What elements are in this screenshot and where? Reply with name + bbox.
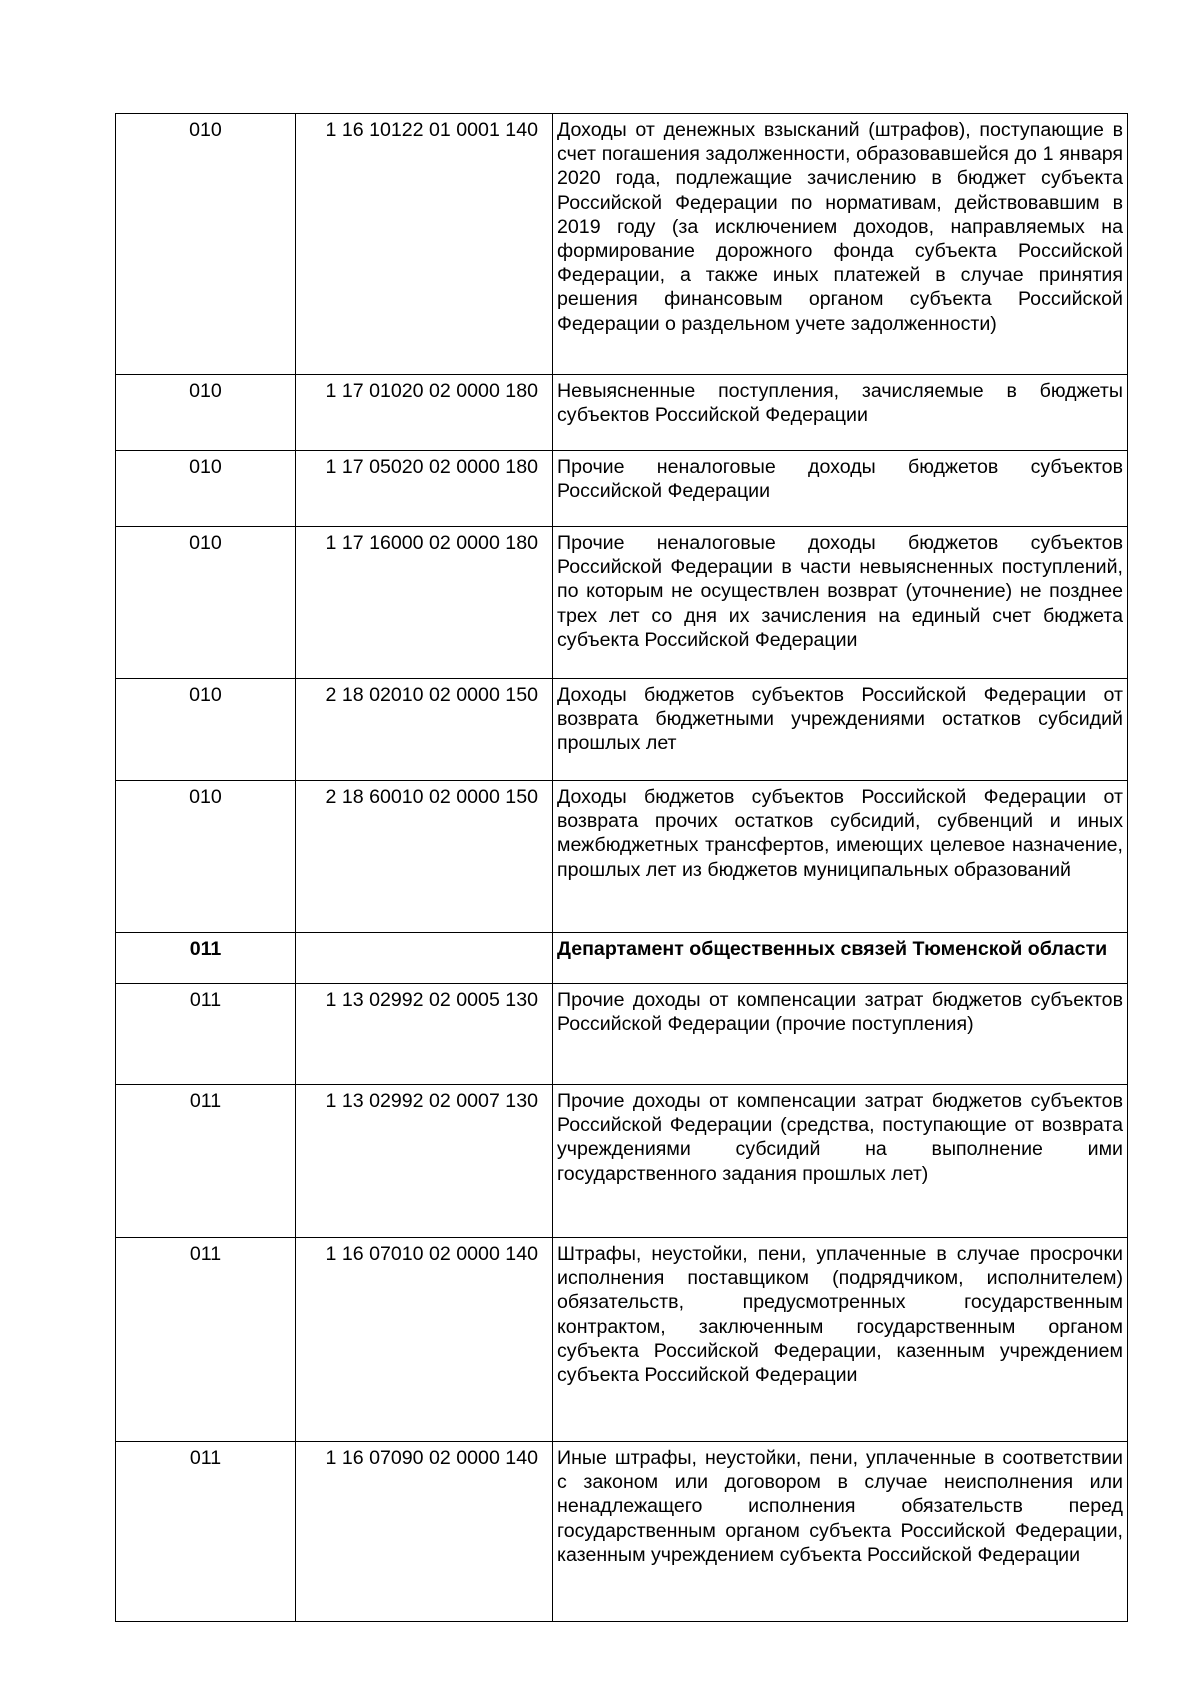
description-cell: Доходы от денежных взысканий (штрафов), поступающие в счет погашения задолженности, образовавшейся до 1 января 2020 года, подлежащие зачислению в бюджет субъекта Российской Федерации по нормативам, действовавшим в 2019 году (за исключением доходов, направляемых на формирование дорожного фонда субъекта Российской Федерации, а также иных платежей в случае принятия решения финансовым органом субъекта Российской Федерации о раздельном учете задолженности) xyxy=(553,114,1128,375)
admin-code-cell: 011 xyxy=(116,1442,296,1622)
description-cell: Штрафы, неустойки, пени, уплаченные в случае просрочки исполнения поставщиком (подрядчиком, исполнителем) обязательств, предусмотренных государственным контрактом, заключенным государственным органом субъекта Российской Федерации, казенным учреждением субъекта Российской Федерации xyxy=(553,1238,1128,1442)
budget-code-cell: 1 16 07010 02 0000 140 xyxy=(296,1238,553,1442)
description-cell: Невыясненные поступления, зачисляемые в бюджеты субъектов Российской Федерации xyxy=(553,375,1128,451)
admin-code-cell: 011 xyxy=(116,984,296,1085)
admin-code-cell: 010 xyxy=(116,527,296,679)
table-row xyxy=(116,375,1128,451)
admin-code-cell: 011 xyxy=(116,1085,296,1238)
table-row xyxy=(116,679,1128,781)
budget-code-cell xyxy=(296,933,553,984)
budget-code-cell: 1 17 16000 02 0000 180 xyxy=(296,527,553,679)
admin-code-cell: 011 xyxy=(116,933,296,984)
budget-code-cell: 1 17 01020 02 0000 180 xyxy=(296,375,553,451)
admin-code-cell: 010 xyxy=(116,114,296,375)
table-row xyxy=(116,527,1128,679)
admin-code-cell: 010 xyxy=(116,781,296,933)
department-name-cell: Департамент общественных связей Тюменской области xyxy=(553,933,1128,984)
admin-code-cell: 010 xyxy=(116,679,296,781)
description-cell: Доходы бюджетов субъектов Российской Федерации от возврата прочих остатков субсидий, субвенций и иных межбюджетных трансфертов, имеющих целевое назначение, прошлых лет из бюджетов муниципальных образований xyxy=(553,781,1128,933)
budget-code-cell: 1 13 02992 02 0007 130 xyxy=(296,1085,553,1238)
admin-code-cell: 011 xyxy=(116,1238,296,1442)
revenue-codes-table xyxy=(115,113,1128,1622)
budget-code-cell: 2 18 60010 02 0000 150 xyxy=(296,781,553,933)
table-row xyxy=(116,451,1128,527)
description-cell: Прочие доходы от компенсации затрат бюджетов субъектов Российской Федерации (средства, поступающие от возврата учреждениями субсидий на выполнение ими государственного задания прошлых лет) xyxy=(553,1085,1128,1238)
table-row xyxy=(116,114,1128,375)
admin-code-cell: 010 xyxy=(116,451,296,527)
budget-code-cell: 1 16 10122 01 0001 140 xyxy=(296,114,553,375)
table-row xyxy=(116,781,1128,933)
description-cell: Прочие доходы от компенсации затрат бюджетов субъектов Российской Федерации (прочие поступления) xyxy=(553,984,1128,1085)
description-cell: Иные штрафы, неустойки, пени, уплаченные в соответствии с законом или договором в случае неисполнения или ненадлежащего исполнения обязательств перед государственным органом субъекта Российской Федерации, казенным учреждением субъекта Российской Федерации xyxy=(553,1442,1128,1622)
budget-code-cell: 1 16 07090 02 0000 140 xyxy=(296,1442,553,1622)
table-row xyxy=(116,984,1128,1085)
admin-code-cell: 010 xyxy=(116,375,296,451)
description-cell: Прочие неналоговые доходы бюджетов субъектов Российской Федерации xyxy=(553,451,1128,527)
budget-code-cell: 2 18 02010 02 0000 150 xyxy=(296,679,553,781)
document-page xyxy=(115,113,1127,1622)
table-row xyxy=(116,1085,1128,1238)
budget-code-cell: 1 17 05020 02 0000 180 xyxy=(296,451,553,527)
description-cell: Доходы бюджетов субъектов Российской Федерации от возврата бюджетными учреждениями остатков субсидий прошлых лет xyxy=(553,679,1128,781)
table-row xyxy=(116,1238,1128,1442)
budget-code-cell: 1 13 02992 02 0005 130 xyxy=(296,984,553,1085)
table-row-section-header xyxy=(116,933,1128,984)
table-row xyxy=(116,1442,1128,1622)
description-cell: Прочие неналоговые доходы бюджетов субъектов Российской Федерации в части невыясненных поступлений, по которым не осуществлен возврат (уточнение) не позднее трех лет со дня их зачисления на единый счет бюджета субъекта Российской Федерации xyxy=(553,527,1128,679)
